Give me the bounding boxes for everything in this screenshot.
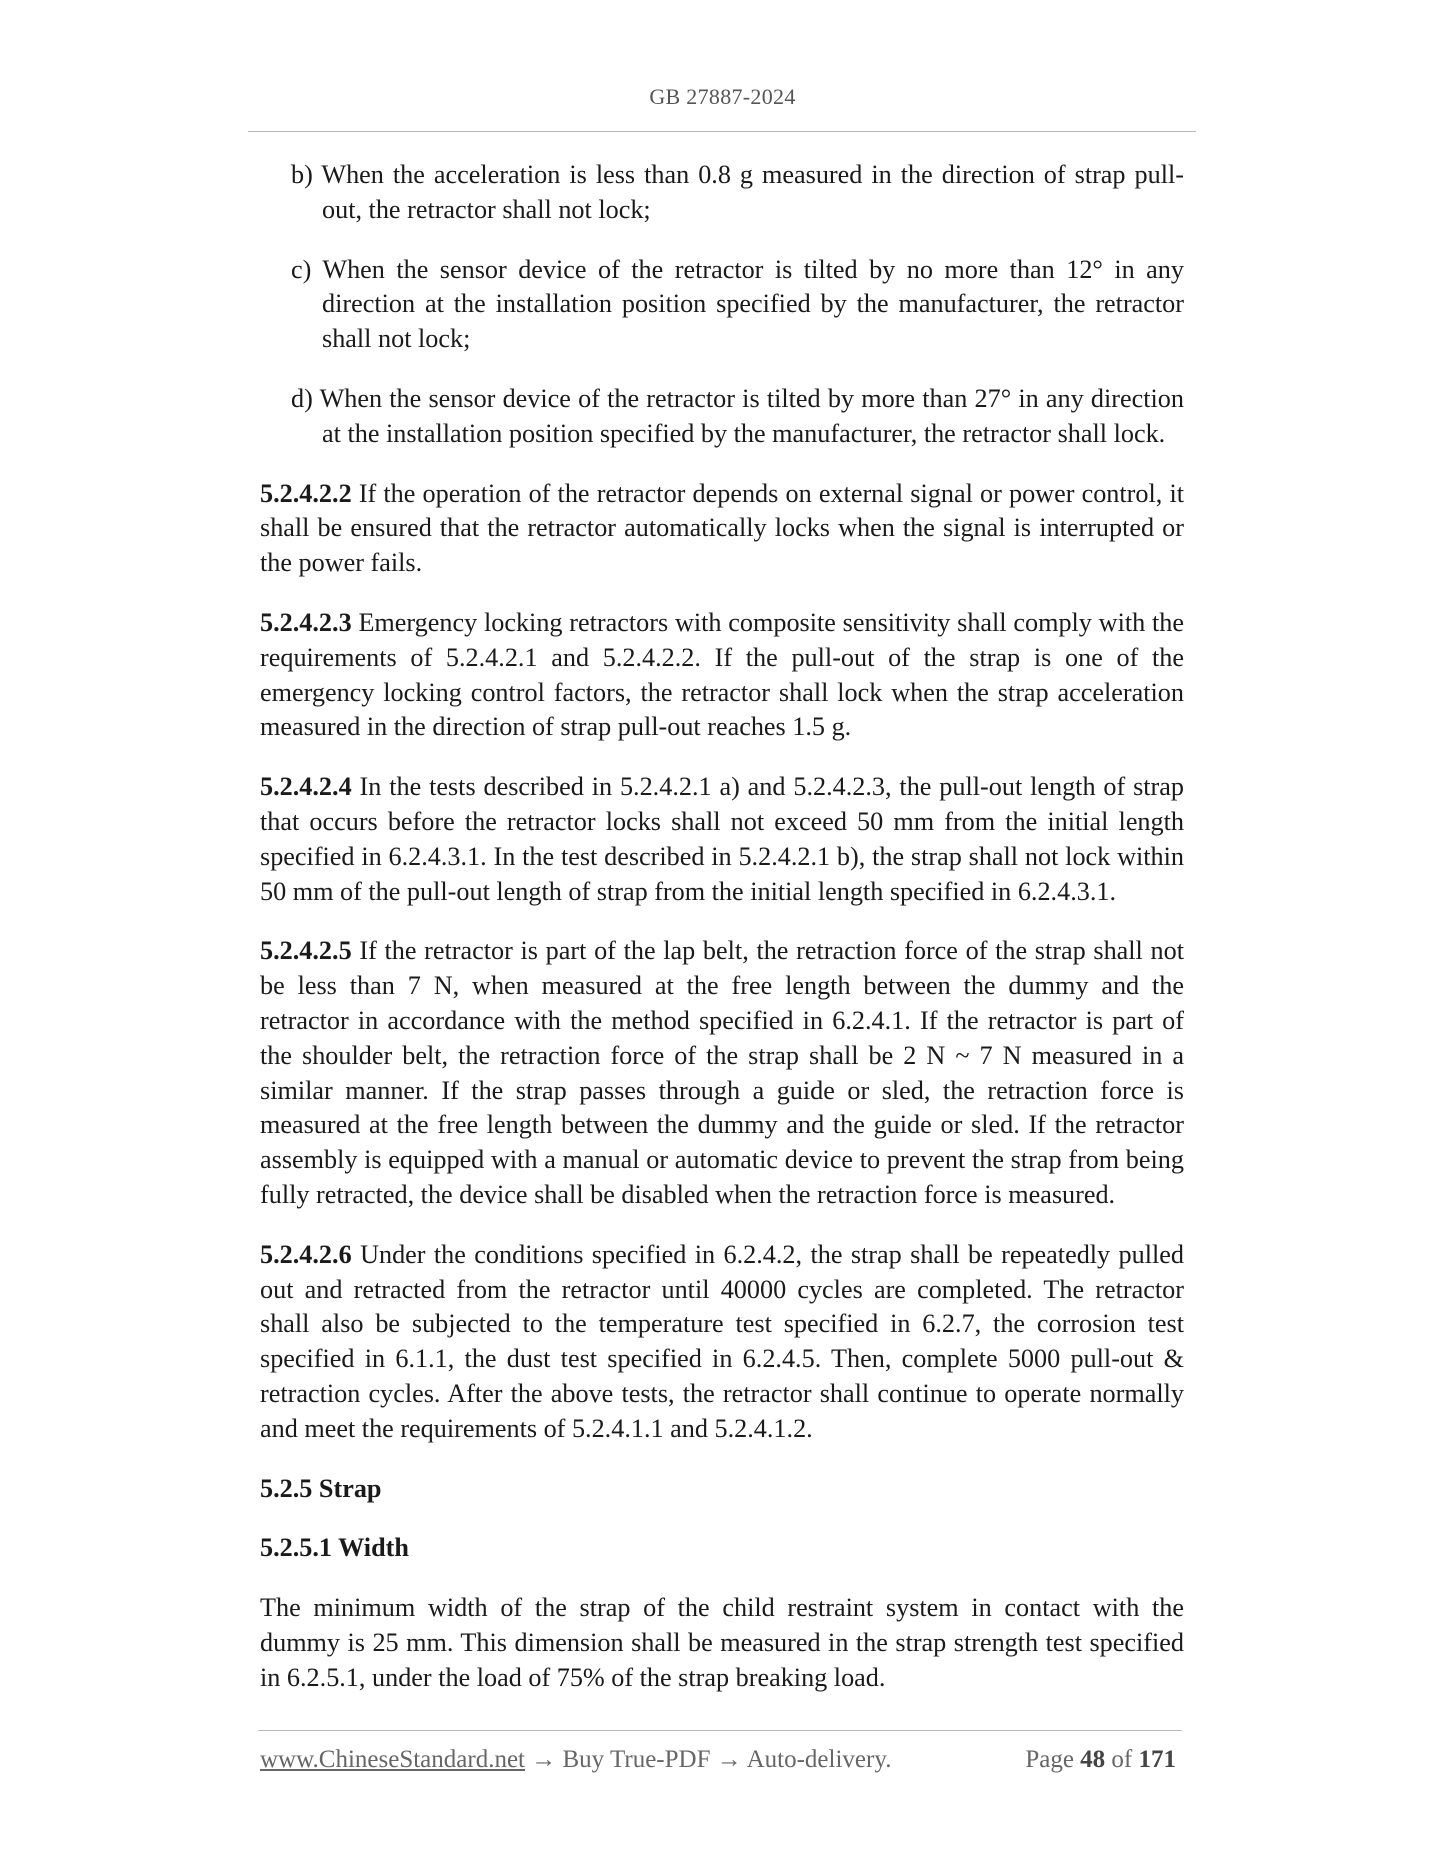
clause-text: If the operation of the retractor depends on external signal or power control, it shall be ensured that the retractor automatically locks when the signal is interrupted or the power fails.: [260, 478, 1184, 578]
page-indicator: [1025, 1746, 1176, 1774]
subsection-heading-width: 5.2.5.1 Width: [260, 1533, 409, 1563]
list-text: When the sensor device of the retractor is tilted by no more than 12° in any direction at the installation position specified by the manufacturer, the retractor shall not lock;: [322, 254, 1184, 354]
list-item-c: [291, 253, 1184, 357]
site-link[interactable]: www.ChineseStandard.net: [260, 1746, 525, 1773]
width-paragraph: The minimum width of the strap of the child restraint system in contact with the dummy is 25 mm. This dimension shall be measured in the strap strength test specified in 6.2.5.1, under the load of 75% of the strap breaking load.: [260, 1593, 1184, 1692]
page-label: Page: [1025, 1746, 1074, 1773]
list-label: d): [291, 383, 313, 413]
clause-number: 5.2.4.2.3: [260, 607, 352, 637]
clause-text: If the retractor is part of the lap belt, the retraction force of the strap shall not be less than 7 N, when measured at the free length between the dummy and the retractor in accordance with the method specified in 6.2.4.1. If the retractor is part of the shoulder belt, the retraction force of the strap shall be 2 N ~ 7 N measured in a similar manner. If the strap passes through a guide or sled, the retraction force is measured at the free length between the dummy and the guide or sled. If the retractor assembly is equipped with a manual or automatic device to prevent the strap from being fully retracted, the device shall be disabled when the retraction force is measured.: [260, 936, 1184, 1209]
arrow-right-icon: →: [531, 1746, 557, 1773]
document-body: [260, 158, 1184, 1720]
arrow-right-icon: →: [716, 1746, 742, 1773]
clause-5-2-4-2-6: [260, 1238, 1184, 1447]
clause-5-2-4-2-2: [260, 477, 1184, 581]
delivery-text: Auto-delivery.: [746, 1746, 892, 1773]
list-item-b: [291, 158, 1184, 228]
buy-text: Buy True-PDF: [562, 1746, 711, 1773]
list-item-d: [291, 382, 1184, 452]
clause-text: Emergency locking retractors with composite sensitivity shall comply with the requirements of 5.2.4.2.1 and 5.2.4.2.2. If the pull-out of the strap is one of the emergency locking control factors, the retractor shall lock when the strap acceleration measured in the direction of strap pull-out reaches 1.5 g.: [260, 607, 1185, 742]
clause-number: 5.2.4.2.2: [260, 478, 352, 508]
clause-5-2-4-2-4: [260, 770, 1184, 909]
page-of: of: [1111, 1746, 1133, 1773]
header-divider: [248, 131, 1196, 132]
list-text: When the acceleration is less than 0.8 g measured in the direction of strap pull-out, the retractor shall not lock;: [321, 160, 1184, 224]
clause-number: 5.2.4.2.5: [260, 936, 352, 966]
clause-number: 5.2.4.2.4: [260, 772, 352, 802]
page-current: 48: [1080, 1746, 1106, 1773]
list-text: When the sensor device of the retractor is tilted by more than 27° in any direction at the installation position specified by the manufacturer, the retractor shall lock.: [319, 383, 1184, 448]
footer-divider: [258, 1730, 1182, 1731]
list-label: c): [291, 254, 312, 284]
clause-5-2-4-2-5: [260, 934, 1184, 1212]
list-label: b): [291, 160, 313, 189]
clause-text: In the tests described in 5.2.4.2.1 a) and 5.2.4.2.3, the pull-out length of strap that occurs before the retractor locks shall not exceed 50 mm from the initial length specified in 6.2.4.3.1. In the test described in 5.2.4.2.1 b), the strap shall not lock within 50 mm of the pull-out length of strap from the initial length specified in 6.2.4.3.1.: [260, 772, 1184, 906]
section-heading-strap: 5.2.5 Strap: [260, 1473, 382, 1503]
clause-number: 5.2.4.2.6: [260, 1239, 352, 1269]
page-header: GB 27887-2024: [649, 84, 796, 109]
footer-promo: [260, 1746, 891, 1774]
clause-text: Under the conditions specified in 6.2.4.2, the strap shall be repeatedly pulled out and retracted from the retractor until 40000 cycles are completed. The retractor shall also be subjected to the temperature test specified in 6.2.7, the corrosion test specified in 6.1.1, the dust test specified in 6.2.4.5. Then, complete 5000 pull-out & retraction cycles. After the above tests, the retractor shall continue to operate normally and meet the requirements of 5.2.4.1.1 and 5.2.4.1.2.: [260, 1239, 1185, 1443]
clause-5-2-4-2-3: [260, 606, 1184, 745]
page-total: 171: [1138, 1746, 1176, 1773]
